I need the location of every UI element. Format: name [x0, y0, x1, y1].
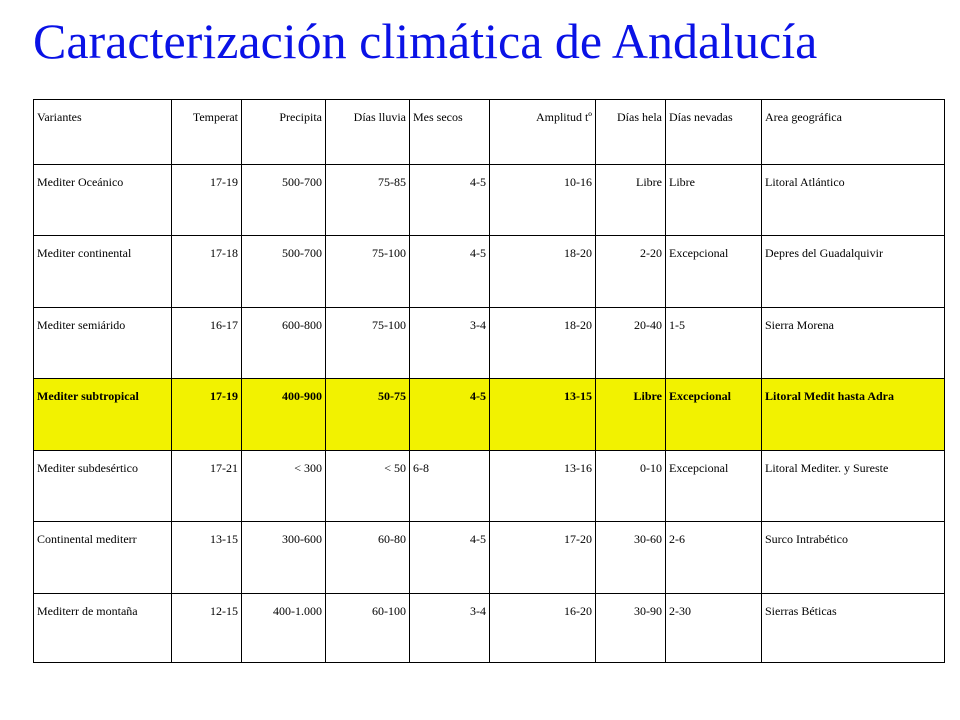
table-cell: 1-5: [666, 307, 762, 378]
header-cell: Variantes: [34, 100, 172, 165]
table-cell: 75-100: [326, 307, 410, 378]
climate-table: [33, 99, 945, 663]
table-cell: 4-5: [410, 236, 490, 307]
table-cell: 3-4: [410, 307, 490, 378]
table-cell: Surco Intrabético: [762, 522, 945, 593]
table-cell: 4-5: [410, 164, 490, 235]
table-cell: 13-15: [490, 379, 596, 450]
table-cell: 17-19: [172, 164, 242, 235]
table-cell: < 300: [242, 450, 326, 521]
table-cell: Libre: [596, 379, 666, 450]
header-cell: Días lluvia: [326, 100, 410, 165]
table-cell: Mediter subtropical: [34, 379, 172, 450]
header-cell: Area geográfica: [762, 100, 945, 165]
table-row: [34, 593, 945, 662]
table-row: [34, 522, 945, 593]
table-cell: Sierras Béticas: [762, 593, 945, 662]
table-cell: 30-60: [596, 522, 666, 593]
table-cell: 400-1.000: [242, 593, 326, 662]
table-cell: 500-700: [242, 236, 326, 307]
table-cell: 30-90: [596, 593, 666, 662]
table-cell: 75-85: [326, 164, 410, 235]
table-cell: 60-80: [326, 522, 410, 593]
table-row: [34, 236, 945, 307]
table-cell: 60-100: [326, 593, 410, 662]
table-cell: 2-30: [666, 593, 762, 662]
table-cell: 17-20: [490, 522, 596, 593]
table-cell: Mediter semiárido: [34, 307, 172, 378]
table-cell: 13-15: [172, 522, 242, 593]
table-row: [34, 450, 945, 521]
header-cell: Días hela: [596, 100, 666, 165]
table-cell: 50-75: [326, 379, 410, 450]
table-cell: 600-800: [242, 307, 326, 378]
header-cell: Días nevadas: [666, 100, 762, 165]
table-header-row: [34, 100, 945, 165]
table-cell: Mediter Oceánico: [34, 164, 172, 235]
table-cell: 16-20: [490, 593, 596, 662]
table-cell: Mediter continental: [34, 236, 172, 307]
table-cell: 17-21: [172, 450, 242, 521]
table-cell: 4-5: [410, 522, 490, 593]
table-cell: 18-20: [490, 307, 596, 378]
table-cell: 17-18: [172, 236, 242, 307]
page-title: Caracterización climática de Andalucía: [33, 13, 818, 69]
table-cell: 0-10: [596, 450, 666, 521]
table-row: [34, 164, 945, 235]
table-cell: Depres del Guadalquivir: [762, 236, 945, 307]
header-cell: Mes secos: [410, 100, 490, 165]
table-cell: Libre: [596, 164, 666, 235]
table-cell: Excepcional: [666, 450, 762, 521]
table-cell: 16-17: [172, 307, 242, 378]
header-cell: Temperat: [172, 100, 242, 165]
table-cell: 3-4: [410, 593, 490, 662]
header-cell: Precipita: [242, 100, 326, 165]
table-cell: 2-20: [596, 236, 666, 307]
table-cell: 2-6: [666, 522, 762, 593]
table-cell: 500-700: [242, 164, 326, 235]
header-cell: Amplitud tº: [490, 100, 596, 165]
table-cell: Litoral Mediter. y Sureste: [762, 450, 945, 521]
table-cell: 12-15: [172, 593, 242, 662]
table-cell: Mediter subdesértico: [34, 450, 172, 521]
table-cell: Litoral Medit hasta Adra: [762, 379, 945, 450]
table-cell: Excepcional: [666, 236, 762, 307]
table-cell: 300-600: [242, 522, 326, 593]
table-cell: 18-20: [490, 236, 596, 307]
table-cell: Libre: [666, 164, 762, 235]
table-cell: 400-900: [242, 379, 326, 450]
table-cell: Sierra Morena: [762, 307, 945, 378]
table-cell: 17-19: [172, 379, 242, 450]
table-cell: Mediterr de montaña: [34, 593, 172, 662]
table-cell: 13-16: [490, 450, 596, 521]
table-cell: 75-100: [326, 236, 410, 307]
table-cell: Litoral Atlántico: [762, 164, 945, 235]
table-cell: Excepcional: [666, 379, 762, 450]
table-cell: < 50: [326, 450, 410, 521]
table-row-highlighted: [34, 379, 945, 450]
table-cell: 20-40: [596, 307, 666, 378]
table-cell: Continental mediterr: [34, 522, 172, 593]
table-cell: 4-5: [410, 379, 490, 450]
table-cell: 6-8: [410, 450, 490, 521]
table-cell: 10-16: [490, 164, 596, 235]
table-row: [34, 307, 945, 378]
